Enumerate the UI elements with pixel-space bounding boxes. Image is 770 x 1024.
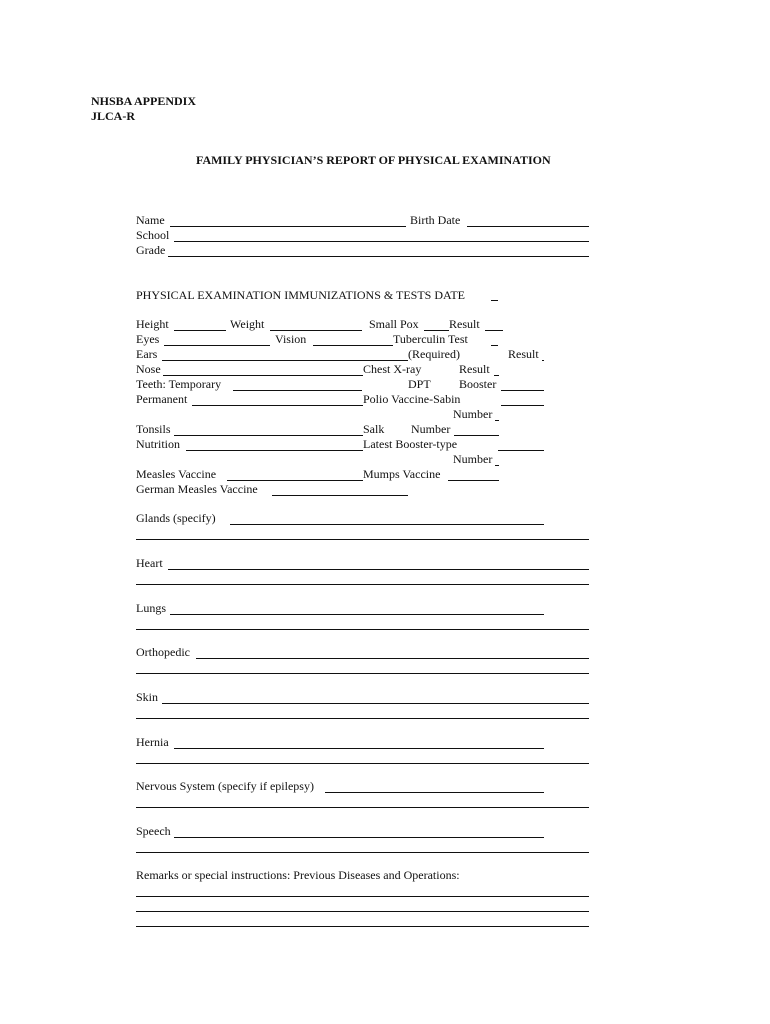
nose-field[interactable] (163, 375, 363, 376)
remarks-label: Remarks or special instructions: Previous Diseases and Operations: (136, 868, 460, 882)
speech-field-line-2[interactable] (136, 852, 589, 853)
chest-xray-result-label: Result (459, 362, 490, 376)
school-label: School (136, 228, 170, 242)
booster-label: Booster (459, 377, 497, 391)
tuberculin-label: Tuberculin Test (393, 332, 468, 346)
section-heading: PHYSICAL EXAMINATION IMMUNIZATIONS & TESTS DATE (136, 288, 465, 302)
remarks-field-line-2[interactable] (136, 911, 589, 912)
heart-field-line-2[interactable] (136, 584, 589, 585)
nose-label: Nose (136, 362, 161, 376)
chest-xray-result-field[interactable] (494, 375, 499, 376)
skin-label: Skin (136, 690, 159, 704)
small-pox-result-field[interactable] (485, 330, 503, 331)
hernia-field-line-2[interactable] (136, 763, 589, 764)
latest-booster-label: Latest Booster-type (363, 437, 458, 451)
skin-field[interactable] (162, 703, 589, 704)
birth-date-field[interactable] (467, 226, 589, 227)
nervous-system-field[interactable] (325, 792, 544, 793)
chest-xray-label: Chest X-ray (363, 362, 422, 376)
speech-field[interactable] (174, 837, 544, 838)
measles-label: Measles Vaccine (136, 467, 217, 481)
glands-label: Glands (specify) (136, 511, 216, 525)
salk-number-field[interactable] (454, 435, 499, 436)
nutrition-field[interactable] (186, 450, 363, 451)
lungs-field[interactable] (170, 614, 544, 615)
page-title: FAMILY PHYSICIAN’S REPORT OF PHYSICAL EXAMINATION (196, 153, 551, 167)
eyes-field[interactable] (164, 345, 270, 346)
permanent-field[interactable] (192, 405, 363, 406)
name-label: Name (136, 213, 165, 227)
document-code: JLCA-R (91, 109, 135, 123)
glands-field[interactable] (230, 524, 544, 525)
tuberculin-result-label: Result (508, 347, 539, 361)
polio-number-label: Number (453, 407, 493, 421)
small-pox-label: Small Pox (369, 317, 419, 331)
small-pox-field[interactable] (424, 330, 449, 331)
permanent-label: Permanent (136, 392, 188, 406)
remarks-field-line-1[interactable] (136, 896, 589, 897)
tonsils-field[interactable] (174, 435, 363, 436)
german-measles-field[interactable] (272, 495, 408, 496)
nutrition-label: Nutrition (136, 437, 180, 451)
tonsils-label: Tonsils (136, 422, 171, 436)
tuberculin-field[interactable] (491, 345, 498, 346)
nervous-system-field-line-2[interactable] (136, 807, 589, 808)
teeth-temporary-label: Teeth: Temporary (136, 377, 222, 391)
teeth-temporary-field[interactable] (233, 390, 362, 391)
weight-label: Weight (230, 317, 265, 331)
polio-number-field[interactable] (495, 420, 499, 421)
remarks-field-line-3[interactable] (136, 926, 589, 927)
polio-field[interactable] (501, 405, 544, 406)
mumps-field[interactable] (448, 480, 499, 481)
speech-label: Speech (136, 824, 171, 838)
grade-field[interactable] (168, 256, 589, 257)
grade-label: Grade (136, 243, 166, 257)
glands-field-line-2[interactable] (136, 539, 589, 540)
nervous-system-label: Nervous System (specify if epilepsy) (136, 779, 314, 793)
orthopedic-label: Orthopedic (136, 645, 190, 659)
name-field[interactable] (170, 226, 406, 227)
heart-field[interactable] (168, 569, 589, 570)
polio-label: Polio Vaccine-Sabin (363, 392, 461, 406)
vision-label: Vision (275, 332, 307, 346)
required-label: (Required) (408, 347, 460, 361)
school-field[interactable] (174, 241, 589, 242)
vision-field[interactable] (313, 345, 393, 346)
salk-number-label: Number (411, 422, 451, 436)
latest-booster-number-label: Number (453, 452, 493, 466)
skin-field-line-2[interactable] (136, 718, 589, 719)
salk-label: Salk (363, 422, 385, 436)
small-pox-result-label: Result (449, 317, 480, 331)
lungs-field-line-2[interactable] (136, 629, 589, 630)
weight-field[interactable] (270, 330, 362, 331)
height-label: Height (136, 317, 169, 331)
exam-date-field[interactable] (491, 300, 498, 301)
latest-booster-field[interactable] (498, 450, 544, 451)
latest-booster-number-field[interactable] (495, 465, 499, 466)
ears-label: Ears (136, 347, 158, 361)
orthopedic-field[interactable] (196, 658, 589, 659)
booster-field[interactable] (501, 390, 544, 391)
ears-field[interactable] (162, 360, 408, 361)
lungs-label: Lungs (136, 601, 166, 615)
hernia-field[interactable] (174, 748, 544, 749)
dpt-label: DPT (408, 377, 431, 391)
heart-label: Heart (136, 556, 163, 570)
tuberculin-result-field[interactable] (542, 360, 544, 361)
appendix-label: NHSBA APPENDIX (91, 94, 197, 108)
hernia-label: Hernia (136, 735, 169, 749)
german-measles-label: German Measles Vaccine (136, 482, 258, 496)
height-field[interactable] (174, 330, 226, 331)
birth-date-label: Birth Date (410, 213, 461, 227)
mumps-label: Mumps Vaccine (363, 467, 441, 481)
measles-field[interactable] (227, 480, 363, 481)
eyes-label: Eyes (136, 332, 160, 346)
orthopedic-field-line-2[interactable] (136, 673, 589, 674)
